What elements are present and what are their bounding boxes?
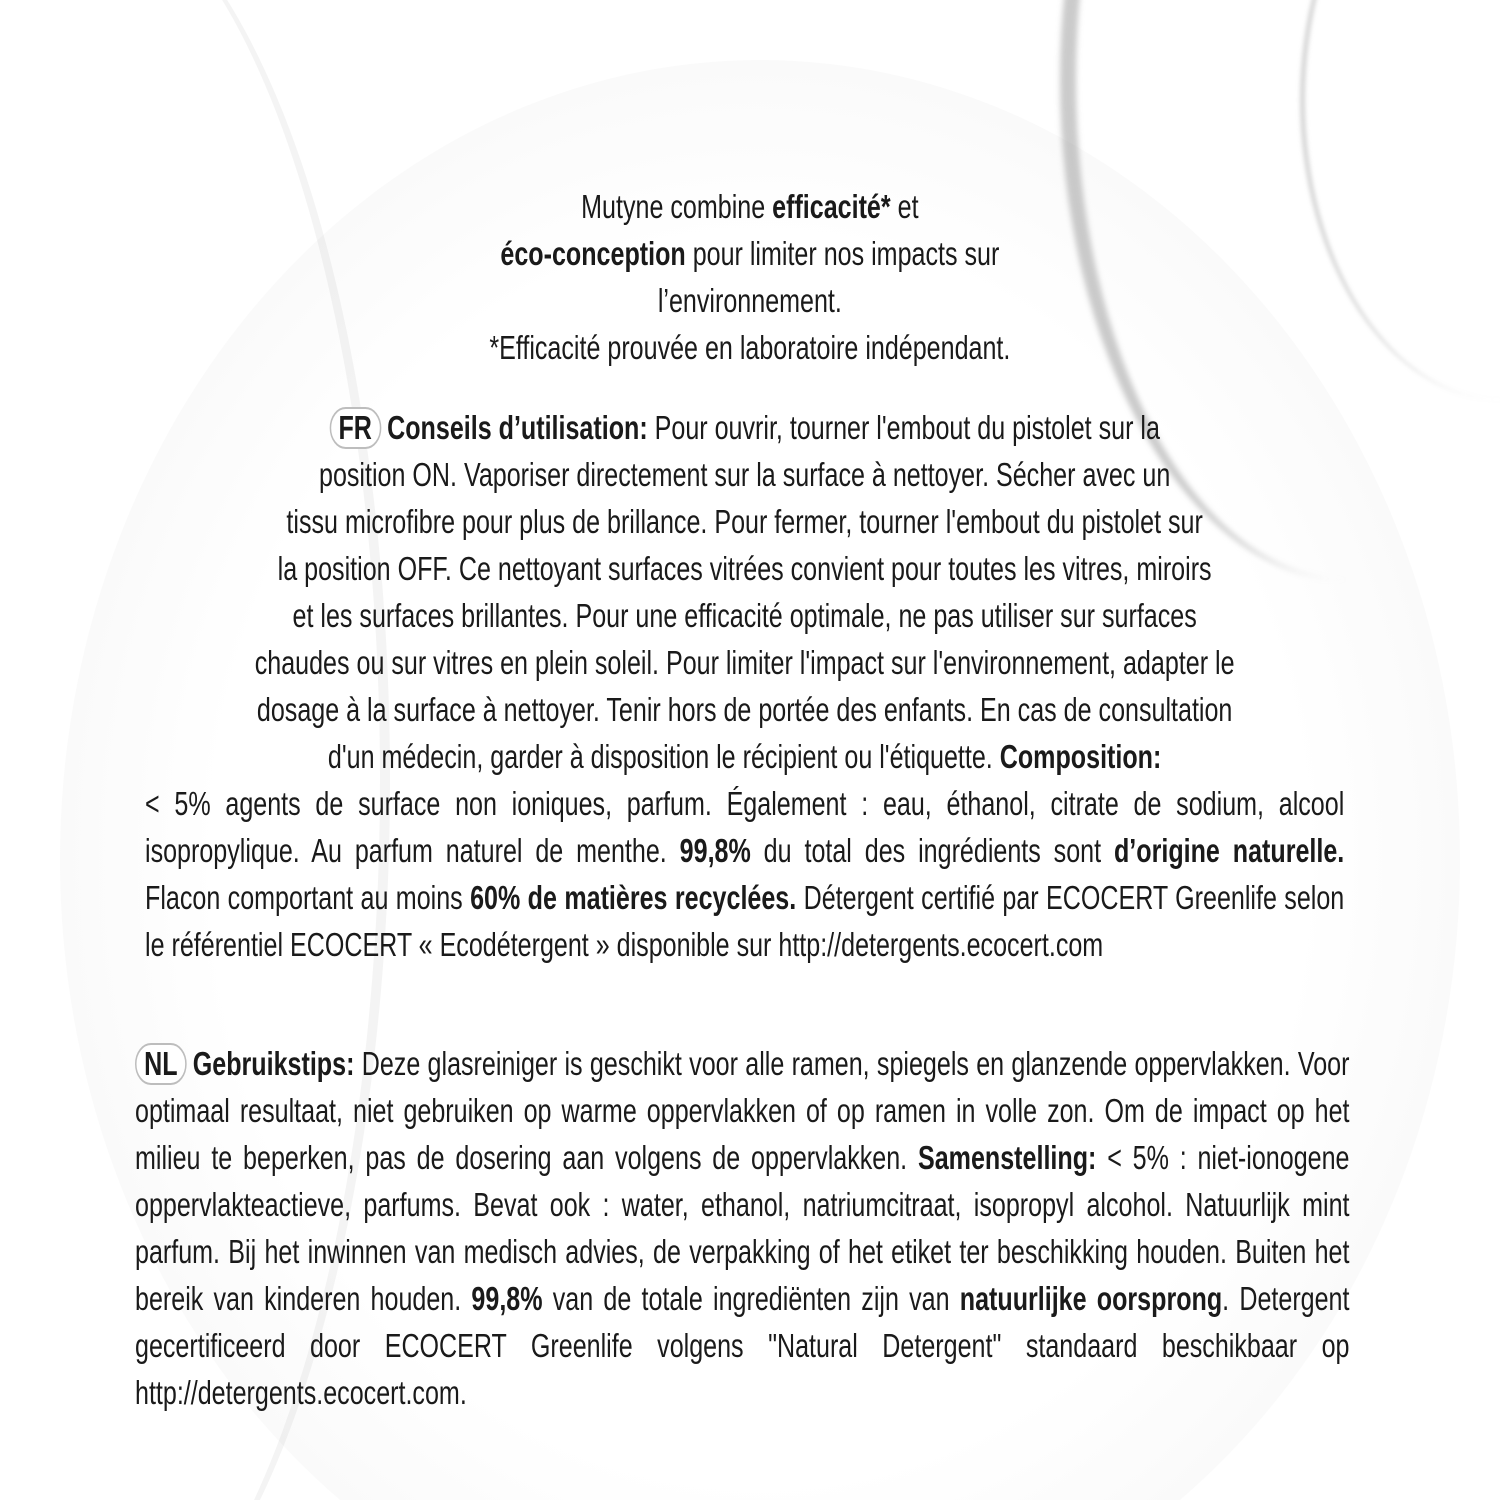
fr-line-6: chaudes ou sur vitres en plein soleil. Pour limiter l'impact sur l'environnement, adapter le <box>254 644 1235 681</box>
fr-text: d'un médecin, garder à disposition le récipient ou l'étiquette. <box>327 738 1000 775</box>
fr-composition-text: < 5% agents de surface non ioniques, parfum. Également : eau, éthanol, citrate de sodium, alcool isopropylique. Au parfum naturel de menthe. <box>145 785 1345 869</box>
fr-certification-text: Détergent certifié par ECOCERT Greenlife selon le référentiel ECOCERT « Ecodétergent » disponible sur http://detergents.ecocert.com <box>145 879 1345 963</box>
nl-text: < 5% : niet-ionogene oppervlakteactieve, parfums. Bevat ook : water, ethanol, natriumcitraat, isopropyl alcohol. Natuurlijk mint parfum. Bij het inwinnen van medisch advies, de verpakking of het etiket ter beschikking houden. Buiten het bereik van kinderen houden. <box>135 1139 1350 1317</box>
fr-recycled-content: 60% de matières recyclées. <box>470 879 797 916</box>
nl-text: van de totale ingrediënten zijn van <box>542 1280 960 1317</box>
fr-language-badge: FR <box>329 407 381 449</box>
fr-natural-origin: d’origine naturelle. <box>1113 832 1345 869</box>
nl-certification-text: . Detergent gecertificeerd door ECOCERT Greenlife volgens "Natural Detergent" standaard beschikbaar op http://detergents.ecocert.com. <box>135 1280 1350 1411</box>
intro-text: et <box>890 188 919 225</box>
intro-footnote: *Efficacité prouvée en laboratoire indépendant. <box>489 329 1011 366</box>
fr-composition-text: du total des ingrédients sont <box>750 832 1114 869</box>
intro-line-2 <box>200 230 1300 277</box>
intro-eco-conception: éco-conception <box>500 235 686 272</box>
nl-natural-origin: natuurlijke oorsprong <box>959 1280 1223 1317</box>
fr-composition <box>145 780 1344 968</box>
bottle-neck-highlight <box>1300 0 1500 400</box>
intro-line-3: l’environnement. <box>657 282 842 319</box>
fr-text: Pour ouvrir, tourner l'embout du pistolet sur la <box>647 409 1160 446</box>
nl-natural-percent: 99,8% <box>471 1280 543 1317</box>
nl-section <box>135 1040 1349 1416</box>
intro-paragraph <box>200 183 1300 371</box>
nl-text: Deze glasreiniger is geschikt voor alle ramen, spiegels en glanzende oppervlakken. Voor optimaal resultaat, niet gebruiken op warme oppervlakken of op ramen in volle zon. Om de impact op het milieu te beperken, pas de dosering aan volgens de oppervlakken. <box>135 1045 1350 1176</box>
fr-section <box>145 404 1344 780</box>
fr-line-3: tissu microfibre pour plus de brillance. Pour fermer, tourner l'embout du pistolet sur <box>286 503 1203 540</box>
intro-text: Mutyne combine <box>581 188 773 225</box>
fr-composition-text: Flacon comportant au moins <box>145 879 471 916</box>
fr-line-5: et les surfaces brillantes. Pour une efficacité optimale, ne pas utiliser sur surfaces <box>292 597 1197 634</box>
nl-composition-heading: Samenstelling: <box>917 1139 1097 1176</box>
fr-line-1 <box>145 404 1344 451</box>
fr-natural-percent: 99,8% <box>679 832 751 869</box>
intro-text: pour limiter nos impacts sur <box>685 235 1000 272</box>
fr-composition-heading: Composition: <box>999 738 1162 775</box>
nl-heading: Gebruikstips: <box>192 1045 355 1082</box>
intro-line-1 <box>200 183 1300 230</box>
nl-language-badge: NL <box>135 1043 187 1085</box>
fr-line-8 <box>145 733 1344 780</box>
fr-line-4: la position OFF. Ce nettoyant surfaces vitrées convient pour toutes les vitres, miroirs <box>277 550 1212 587</box>
fr-line-2: position ON. Vaporiser directement sur la surface à nettoyer. Sécher avec un <box>318 456 1171 493</box>
fr-line-7: dosage à la surface à nettoyer. Tenir hors de portée des enfants. En cas de consultation <box>256 691 1233 728</box>
fr-heading: Conseils d’utilisation: <box>387 409 648 446</box>
intro-efficacite: efficacité* <box>772 188 891 225</box>
